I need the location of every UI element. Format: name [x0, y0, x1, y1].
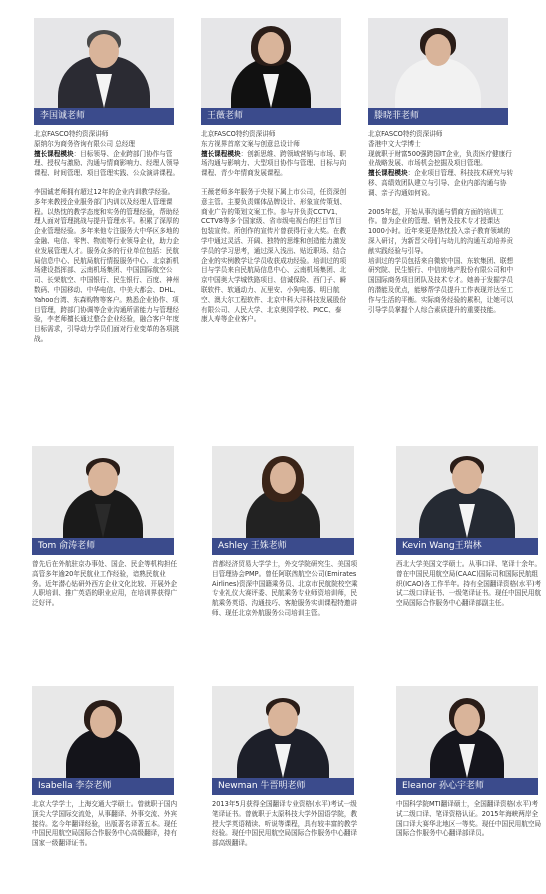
- bio-text: 王薇老师多年服务于央视下属上市公司，任资深创意主管。主要负责媒体品牌设计、形象宣传策划、商业广告的策划文案工作。参与并负责CCTV1、CCTV8等多个国家级、省市级电视台的栏目节目包装宣传。所创作的宣传片曾获得行业大奖。在教学中通过灵活、开阔、独特的思维和创造能力激发学员的学习思考，通过深入浅出、贴近职场、结合企业的实例教学让学员收获成功经验。培训过的项目与学员来自民航局信息中心、云南机场集团、北京中国奥大学城铁路项目、信诚保险、西门子、瞬联软件、软通动力、瓦里安、小狗电器、明日航空、澳大尔工程软件、北京中科大洋科技发展股份有限公司、人民大学、北京奥园学校、PICC、泰康人寿等企业客户。: [201, 187, 347, 324]
- bio-text: 北京大学学士，上海交通大学硕士。曾就职于国内顶尖大学国际交流处，从事翻译、外事交流、外宾接待。迄今年翻译经验，出版著名译著五本。现任中国民用航空局国际合作服务中心高级翻译，持有国家一级翻译证书。: [32, 800, 178, 848]
- teacher-photo: [34, 18, 174, 108]
- teacher-bio: [396, 560, 542, 609]
- bio-text: 2005年起，开始从事沟通与情商方面的培训工作。曾为企业的管理、销售及技术专才授课达1000小时。近年来更是热忱投入亲子教育领域的深入研讨，为新晋父母们与幼儿的沟通互动培养贡献实践经验与引导。: [368, 207, 514, 255]
- teacher-bio: [212, 800, 358, 849]
- bio-label: 擅长课程模块: [201, 149, 241, 158]
- teacher-name: 滕晓菲老师: [368, 108, 508, 125]
- teacher-card-7: [32, 686, 178, 849]
- bio-text: 首都经济贸易大学学士，外交学院研究生、美国项目管理协会PMP。曾任阿联酋航空公司(Emirates Airlines)资深中国籍乘务员、北京市民航院校空乘专业礼仪大赛评委、民航乘务专业师资培训师，民航乘务英语、沟通技巧、客舱服务实训课程特邀讲师、现任北京外航服务公司培训主管。: [212, 560, 358, 617]
- bio-text: 曾先后在外航驻京办事处、国企、民企等机构担任高管多年逾20年民航业工作经验，谙熟民航业务。近年潜心钻研外西方企业文化比较、开展外企人职培训、推广英语的职业应用，在培训界获得广泛好评。: [32, 560, 178, 608]
- bio-paragraph: [34, 150, 180, 179]
- bio-paragraph: [32, 560, 178, 609]
- bio-paragraph: [368, 150, 514, 170]
- bio-line: 北京FASCO特约资深讲师: [34, 130, 109, 138]
- teacher-card-2: [201, 18, 347, 325]
- bio-label: 擅长课程模块: [368, 169, 408, 178]
- teacher-photo: [368, 18, 508, 108]
- teacher-card-5: [212, 446, 358, 619]
- teacher-card-9: [396, 686, 542, 839]
- bio-line: 原纳尔为商务咨询有限公司 总经理: [34, 139, 136, 148]
- bio-label: 擅长课程模块: [34, 149, 74, 158]
- teacher-photo: [212, 446, 354, 538]
- teacher-name: Eleanor 孙心宇老师: [396, 778, 538, 795]
- teacher-name: Kevin Wang王瑞林: [396, 538, 538, 555]
- teacher-photo: [212, 686, 354, 778]
- bio-paragraph: [368, 257, 514, 316]
- bio-line: 香港中文大学博士: [368, 139, 421, 148]
- bio-text: 李国诚老师拥有超过12年的企业内训教学经验。多年来教授企业服务部门内训以及经理人管理课程。以热忱的教学态度和实务的管理经验，帮助经理人面对管理挑战与提升管理水平。积累了深厚的企业管理经验。多年来他专注服务大中华区多地的金融、电信、零售、物流等行业领导企业，助力企业发展管理人才。服务众多的行业单位包括：民航局信息中心、民航局航行情报服务中心、北京新机场建设指挥部、云南机场集团、中国国际航空公司、长荣航空、中国银行、民生银行、百度、神州数码、中国移动、中华电信、中美大都会、DHL、Yahoo台湾、东森购物等客户。熟悉企业协作、项目管理，跨部门协调等企业沟通所需能力与管理经验，李老师擅长通过整合企业经验，融合客户年度目标需求，引导动力学员们面对行业变革的各项挑战。: [34, 187, 180, 343]
- teacher-card-4: [32, 446, 178, 609]
- bio-paragraph: [34, 188, 180, 345]
- bio-text: 现就职于财富500强跨国IT企业，负责医疗健康行业战略发展、市场机会挖掘及项目管理。: [368, 149, 512, 168]
- bio-text: 中国科学院MTI翻译硕士，全国翻译资格(水平)考试二级口译、笔译资格认证。2015年海峡两岸全国口译大赛华北地区一等奖。现任中国民用航空局国际合作服务中心翻译部译员。: [396, 800, 542, 838]
- bio-paragraph: [396, 560, 542, 609]
- teacher-name: 王薇老师: [201, 108, 341, 125]
- bio-paragraph: [32, 800, 178, 849]
- bio-text: 2013年5月获得全国翻译专业资格(水平)考试一级笔译证书。曾就职于太原科技大学外国语学院，教授大学英语精读、听说等课程，具有较丰富的教学经验。现任中国民用航空局国际合作服务中心翻译部高级翻译。: [212, 800, 358, 848]
- teacher-bio: [368, 130, 514, 315]
- bio-line: 北京FASCO特约资深讲师: [368, 130, 443, 138]
- teacher-card-1: [34, 18, 180, 345]
- bio-line: 北京FASCO特约资深讲师: [201, 130, 276, 138]
- teacher-bio: [396, 800, 542, 839]
- teacher-card-3: [368, 18, 514, 315]
- bio-paragraph: [212, 800, 358, 849]
- teacher-photo: [201, 18, 341, 108]
- teacher-name: Isabella 李奈老师: [32, 778, 174, 795]
- teacher-bio: [201, 130, 347, 325]
- teacher-card-8: [212, 686, 358, 849]
- bio-paragraph: [201, 150, 347, 179]
- bio-line: 东方视界首席文案与创意总设计师: [201, 139, 300, 148]
- bio-paragraph: [368, 169, 514, 198]
- teacher-photo: [32, 686, 174, 778]
- teacher-photo: [32, 446, 174, 538]
- bio-paragraph: [368, 208, 514, 257]
- bio-paragraph: [201, 188, 347, 325]
- teacher-name: Ashley 王姝老师: [212, 538, 354, 555]
- bio-text: 培训过的学员包括来自微软中国、东软集团、联想研究院、民生银行、中信房地产股份有限公司和中国国际商务项目团队及技术专才。她善于发掘学员的潜能及优点，能够帮学员提升工作表现并达至工作与生活的平衡。实际商务经验的累积，让她可以引导学员掌握个人综合素质提升的重要技能。: [368, 256, 514, 314]
- bio-text: ：目标领导、企业跨部门协作与管理、授权与激励、沟通与情商影响力、经理人领导课程、时间管理、项目管理实践、公众演讲课程。: [34, 149, 180, 178]
- bio-text: ：企业项目管理、科技技术研究与转移、高绩效团队建立与引导、企业内部沟通与协调、亲子沟通如何说。: [368, 169, 514, 197]
- teacher-bio: [32, 560, 178, 609]
- teacher-card-6: [396, 446, 542, 609]
- bio-text: ：创新思维、跨领域营销与市场、职场沟通与影响力、大型项目协作与管理、目标与向课程、青少年情商发展课程。: [201, 149, 347, 178]
- teacher-name: Tom 俞涛老师: [32, 538, 174, 555]
- bio-text: 西北大学美国文学硕士。从事口译、笔译十余年。曾在中国民用航空局(CAAC)国际司和国际民航组织(ICAO)各工作半年。持有全国翻译资格(水平)考试二级口译证书、一级笔译证书。现任中国民用航空局国际合作服务中心翻译部副主任。: [396, 560, 542, 608]
- teacher-bio: [32, 800, 178, 849]
- bio-paragraph: [396, 800, 542, 839]
- teacher-photo: [396, 686, 538, 778]
- bio-paragraph: [212, 560, 358, 619]
- teacher-name: Newman 牛晋明老师: [212, 778, 354, 795]
- teacher-bio: [34, 130, 180, 345]
- teacher-bio: [212, 560, 358, 619]
- teacher-photo: [396, 446, 538, 538]
- teacher-name: 李国诚老师: [34, 108, 174, 125]
